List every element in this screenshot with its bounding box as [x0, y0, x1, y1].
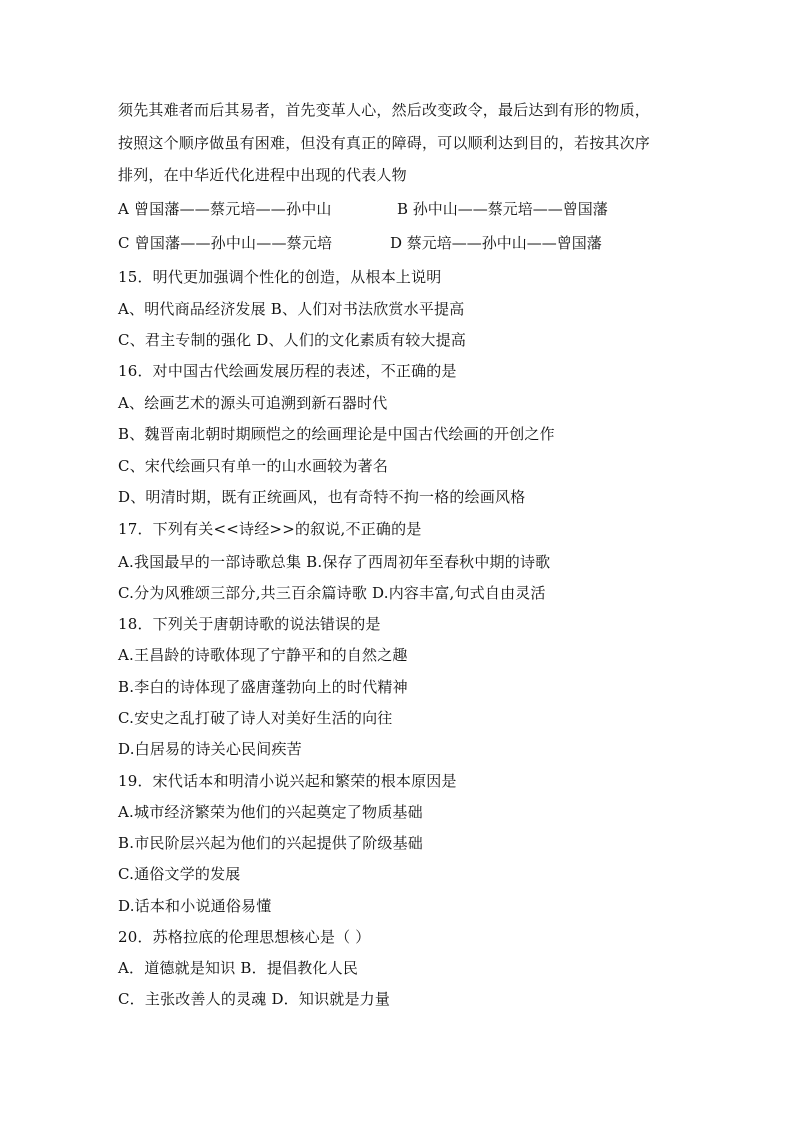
q20-stem: 20．苏格拉底的伦理思想核心是（ ）: [118, 928, 371, 946]
q16-option-c: C、宋代绘画只有单一的山水画较为著名: [118, 457, 389, 475]
q14-option-a: A 曾国藩——蔡元培——孙中山: [118, 200, 332, 218]
intro-line-2: 按照这个顺序做虽有困难，但没有真正的障碍，可以顺利达到目的，若按其次序: [118, 134, 651, 152]
q15-stem: 15．明代更加强调个性化的创造，从根本上说明: [118, 268, 442, 286]
q19-stem: 19．宋代话本和明清小说兴起和繁荣的根本原因是: [118, 772, 457, 790]
q16-option-a: A、绘画艺术的源头可追溯到新石器时代: [118, 394, 388, 412]
q16-option-d: D、明清时期，既有正统画风，也有奇特不拘一格的绘画风格: [118, 488, 526, 506]
q15-option-row-2: C、君主专制的强化 D、人们的文化素质有较大提高: [118, 331, 467, 349]
q19-option-c: C.通俗文学的发展: [118, 865, 241, 883]
intro-line-1: 须先其难者而后其易者，首先变革人心，然后改变政令，最后达到有形的物质，: [118, 101, 651, 119]
q16-stem: 16．对中国古代绘画发展历程的表述，不正确的是: [118, 362, 457, 380]
q18-option-a: A.王昌龄的诗歌体现了宁静平和的自然之趣: [118, 646, 408, 664]
q19-option-d: D.话本和小说通俗易懂: [118, 897, 272, 915]
q17-option-row-1: A.我国最早的一部诗歌总集 B.保存了西周初年至春秋中期的诗歌: [118, 553, 551, 571]
q14-option-d: D 蔡元培——孙中山——曾国藩: [390, 234, 602, 252]
q19-option-b: B.市民阶层兴起为他们的兴起提供了阶级基础: [118, 834, 423, 852]
intro-line-3: 排列，在中华近代化进程中出现的代表人物: [118, 166, 407, 184]
q18-option-b: B.李白的诗体现了盛唐蓬勃向上的时代精神: [118, 678, 408, 696]
q15-option-row-1: A、明代商品经济发展 B、人们对书法欣赏水平提高: [118, 300, 465, 318]
q14-option-c: C 曾国藩——孙中山——蔡元培: [118, 234, 333, 252]
q20-option-row-2: C．主张改善人的灵魂 D．知识就是力量: [118, 990, 391, 1008]
q18-option-c: C.安史之乱打破了诗人对美好生活的向往: [118, 709, 393, 727]
q17-stem: 17．下列有关<<诗经>>的叙说,不正确的是: [118, 520, 422, 538]
q18-stem: 18．下列关于唐朝诗歌的说法错误的是: [118, 615, 381, 633]
q18-option-d: D.白居易的诗关心民间疾苦: [118, 740, 302, 758]
q16-option-b: B、魏晋南北朝时期顾恺之的绘画理论是中国古代绘画的开创之作: [118, 425, 555, 443]
q17-option-row-2: C.分为风雅颂三部分,共三百余篇诗歌 D.内容丰富,句式自由灵活: [118, 584, 546, 602]
q20-option-row-1: A．道德就是知识 B．提倡教化人民: [118, 959, 359, 977]
q19-option-a: A.城市经济繁荣为他们的兴起奠定了物质基础: [118, 803, 423, 821]
q14-option-b: B 孙中山——蔡元培——曾国藩: [397, 200, 608, 218]
